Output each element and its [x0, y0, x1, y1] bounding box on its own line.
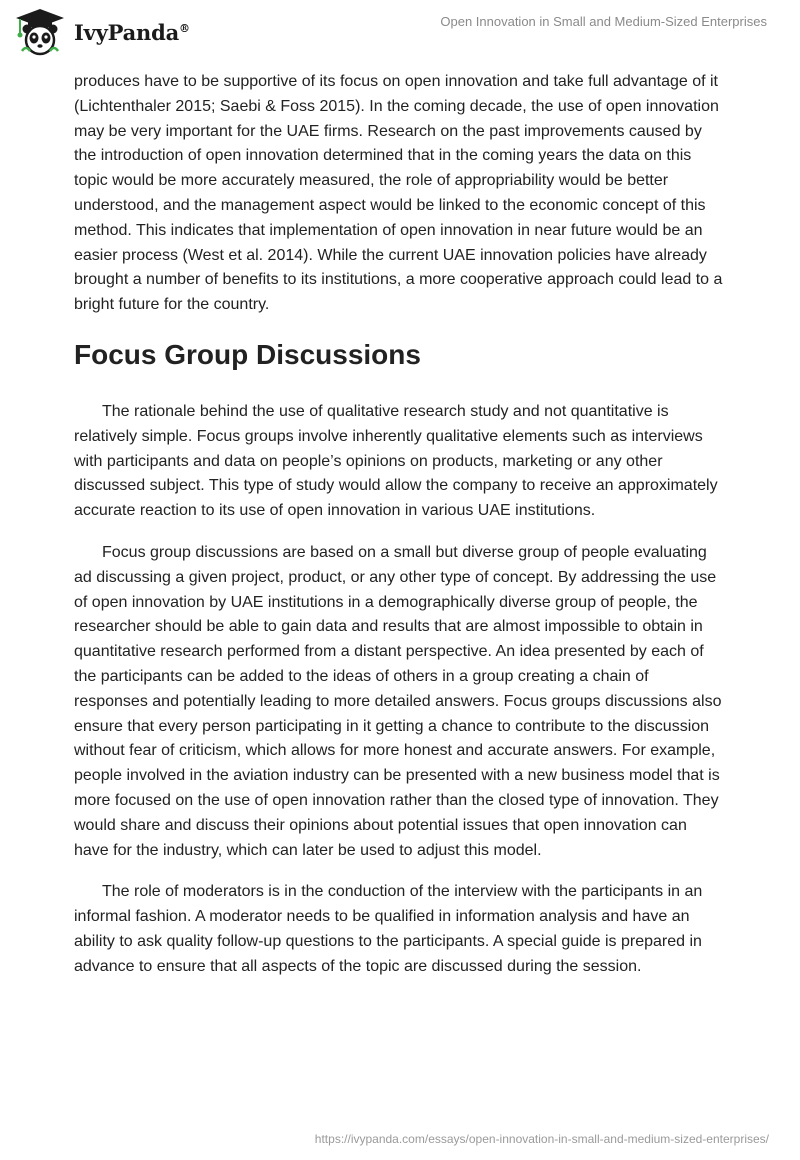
paragraph-continued: produces have to be supportive of its focus on open innovation and take full advantage of it (Lichtenthaler 2015; Saebi & Foss 2015). In the coming decade, the use of open innovation may be very important for the UAE firms. Research on the past improvements caused by the introduction of open innovation determined that in the coming years the data on this topic would be more accurately measured, the role of appropriability would be better understood, and the management aspect would be linked to the economic concept of this method. This indicates that implementation of open innovation in near future would be an easier process (West et al. 2014). While the current UAE innovation policies have already brought a number of benefits to its institutions, a more cooperative approach could lead to a bright future for the country. [74, 73, 723, 314]
paragraph-moderators: The role of moderators is in the conduction of the interview with the participants in an informal fashion. A moderator needs to be qualified in information analysis and have an ability to ask quality follow-up questions to the participants. A special guide is prepared in advance to ensure that all aspects of the topic are discussed during the session. [74, 883, 703, 975]
document-title: Open Innovation in Small and Medium-Sized Enterprises [440, 14, 767, 29]
essay-body [74, 70, 724, 997]
paragraph-rationale: The rationale behind the use of qualitative research study and not quantitative is relatively simple. Focus groups involve inherently qualitative elements such as interviews with participants and data on people’s opinions on products, marketing or any other discussed subject. This type of study would allow the company to receive an approximately accurate reaction to its use of open innovation in various UAE institutions. [74, 402, 718, 520]
page-header [0, 0, 800, 60]
section-heading: Focus Group Discussions [74, 338, 421, 370]
logo-wordmark: IvyPanda® [74, 19, 190, 45]
panda-graduate-icon [14, 7, 66, 57]
paragraph-focus-groups: Focus group discussions are based on a small but diverse group of people evaluating ad discussing a given project, product, or any other type of concept. By addressing the use of open innovation by UAE institutions in a demographically diverse group of people, the researcher should be able to gain data and results that are almost impossible to obtain in quantitative research performed from a distant perspective. An idea presented by each of the participants can be added to the ideas of others in a group creating a chain of responses and potentially leading to more detailed answers. Focus groups discussions also ensure that every person participating in it getting a chance to contribute to the discussion without fear of criticism, which allows for more honest and accurate answers. For example, people involved in the aviation industry can be presented with a new business model that is more focused on the use of open innovation rather than the closed type of innovation. They would share and discuss their opinions about potential issues that open innovation can have for the industry, which can later be used to adjust this model. [74, 543, 722, 859]
source-url[interactable]: https://ivypanda.com/essays/open-innovation-in-small-and-medium-sized-enterprises/ [314, 1132, 769, 1146]
ivypanda-logo[interactable] [14, 7, 190, 57]
